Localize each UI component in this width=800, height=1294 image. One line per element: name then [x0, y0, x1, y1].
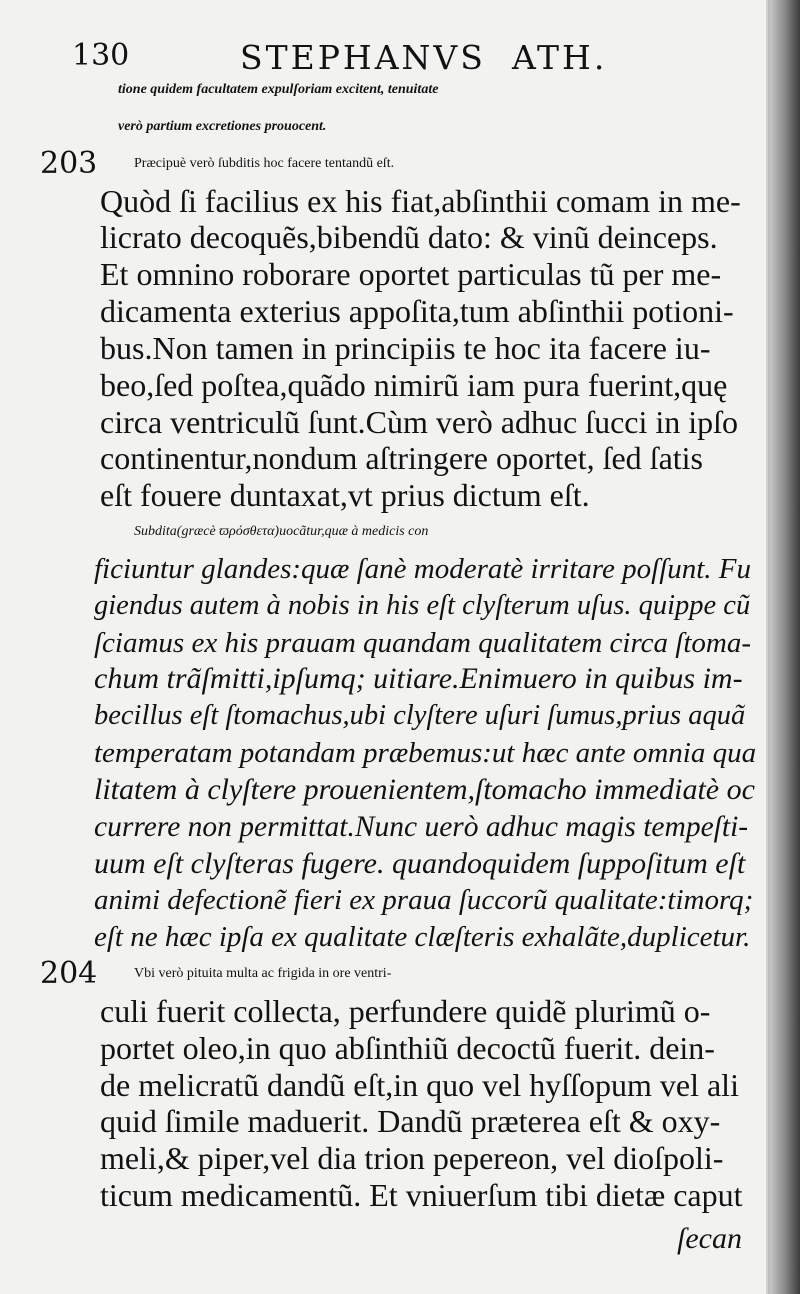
text-line: continentur,nondum aſtringere oportet, ſed ſatis: [100, 440, 703, 477]
text-line: Vbi verò pituita multa ac frigida in ore ventri-: [134, 966, 392, 982]
text-line: de melicratũ dandũ eſt,in quo vel hyſſopum vel ali: [100, 1066, 739, 1103]
text-line: uum eſt clyſteras fugere. quandoquidem ſuppoſitum eſt: [94, 846, 746, 880]
text-line: culi fuerit collecta, perfundere quidẽ plurimũ o-: [100, 992, 711, 1029]
margin-note-204: 204: [40, 956, 98, 992]
text-line: bus.Non tamen in principiis te hoc ita facere iu-: [100, 329, 711, 366]
text-line: beo,ſed poſtea,quãdo nimirũ iam pura fuerint,quę: [100, 366, 728, 403]
running-title-abbrev: ATH.: [512, 38, 608, 77]
text-line: portet oleo,in quo abſinthiũ decoctũ fuerit. dein-: [100, 1029, 715, 1066]
text-line: currere non permittat.Nunc uerò adhuc magis tempeſti-: [94, 810, 749, 843]
text-line: circa ventriculũ ſunt.Cùm verò adhuc ſucci in ipſo: [100, 403, 739, 440]
catchword: ſecan: [677, 1222, 742, 1255]
gutter-edge: [768, 0, 770, 1294]
text-line: meli,& piper,vel dia trion pepereon, vel dioſpoli-: [100, 1140, 724, 1177]
text-line: ficiuntur glandes:quæ ſanè moderatè irritare poſſunt. Fu: [94, 552, 752, 585]
text-line: temperatam potandam præbemus:ut hæc ante omnia qua: [94, 737, 757, 770]
text-line: giendus autem à nobis in his eſt clyſterum uſus. quippe cũ: [94, 589, 751, 621]
page-number: 130: [72, 38, 130, 73]
text-line: becillus eſt ſtomachus,ubi clyſtere uſuri ſumus,prius aquã: [94, 700, 746, 732]
text-line: eſt fouere duntaxat,vt prius dictum eſt.: [100, 477, 590, 514]
text-line: quid ſimile maduerit. Dandũ præterea eſt & oxy-: [100, 1103, 721, 1140]
text-line: ticum medicamentũ. Et vniuerſum tibi dietæ caput: [100, 1177, 743, 1214]
text-line: tione quidem facultatem expulſoriam excitent, tenuitate: [118, 82, 439, 97]
text-line: Subdita(græcè ϖρόσθετα)uocãtur,quæ à medicis con: [134, 524, 429, 540]
text-line: ſciamus ex his prauam quandam qualitatem circa ſtoma-: [94, 626, 751, 659]
text-line: licrato decoquẽs,bibendũ dato: & vinũ deinceps.: [100, 219, 718, 256]
text-line: Quòd ſi facilius ex his fiat,abſinthii comam in me-: [100, 182, 741, 219]
text-line: dicamenta exterius appoſita,tum abſinthii potioni-: [100, 293, 734, 330]
text-line: Et omnino roborare oportet particulas tũ per me-: [100, 256, 722, 293]
text-line: animi defectionẽ fieri ex praua ſuccorũ qualitate:timorq;: [94, 884, 754, 917]
text-line: chum trãſmitti,ipſumq; uitiare.Enimuero in quibus im-: [94, 662, 743, 696]
text-line: eſt ne hæc ipſa ex qualitate clæſteris exhalãte,duplicetur.: [94, 921, 751, 954]
text-line: verò partium excretiones prouocent.: [118, 118, 327, 134]
text-line: litatem à clyſtere prouenientem,ſtomacho immediatè oc: [94, 772, 755, 806]
page-gutter-shadow: [766, 0, 800, 1294]
text-line: Præcipuè verò ſubditis hoc facere tentandũ eſt.: [134, 155, 395, 171]
running-title: STEPHANVS: [240, 38, 486, 77]
margin-note-203: 203: [40, 145, 98, 181]
